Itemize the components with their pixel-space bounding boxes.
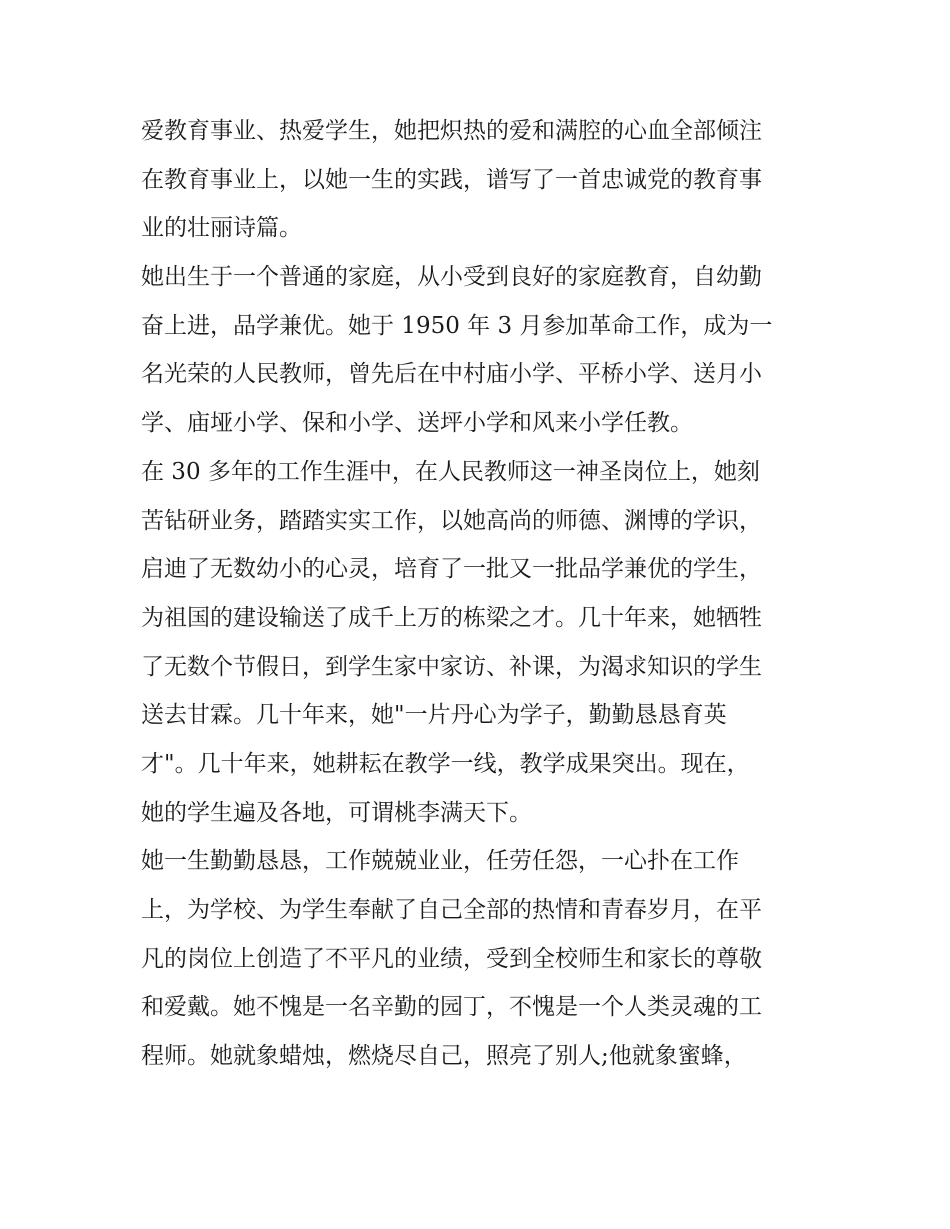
text-line: 送去甘霖。几十年来，她"一片丹心为学子，勤勤恳恳育英 <box>141 702 727 729</box>
text-line: 在教育事业上，以她一生的实践，谱写了一首忠诚党的教育事 <box>141 166 762 193</box>
text-line: 奋上进，品学兼优。她于 1950 年 3 月参加革命工作，成为一 <box>141 312 773 339</box>
text-line: 为祖国的建设输送了成千上万的栋梁之才。几十年来，她牺牲 <box>141 604 762 631</box>
body-text <box>141 107 813 1081</box>
text-line: 程师。她就象蜡烛，燃烧尽自己，照亮了别人;他就象蜜蜂， <box>141 1043 747 1070</box>
text-line: 爱教育事业、热爱学生，她把炽热的爱和满腔的心血全部倾注 <box>141 118 762 144</box>
text-line: 凡的岗位上创造了不平凡的业绩，受到全校师生和家长的尊敬 <box>141 945 762 972</box>
text-line: 她一生勤勤恳恳，工作兢兢业业，任劳任怨，一心扑在工作 <box>141 848 739 875</box>
text-line: 启迪了无数幼小的心灵，培育了一批又一批品学兼优的学生， <box>141 556 762 583</box>
text-line: 她出生于一个普通的家庭，从小受到良好的家庭教育，自幼勤 <box>141 264 762 291</box>
text-line: 和爱戴。她不愧是一名辛勤的园丁，不愧是一个人类灵魂的工 <box>141 994 762 1021</box>
text-line: 了无数个节假日，到学生家中家访、补课，为渴求知识的学生 <box>141 653 762 680</box>
text-line: 上，为学校、为学生奉献了自己全部的热情和青春岁月，在平 <box>141 897 762 923</box>
text-line: 名光荣的人民教师，曾先后在中村庙小学、平桥小学、送月小 <box>141 361 762 388</box>
text-line: 学、庙垭小学、保和小学、送坪小学和风来小学任教。 <box>141 410 693 437</box>
text-line: 在 30 多年的工作生涯中，在人民教师这一神圣岗位上，她刻 <box>141 458 760 485</box>
text-line: 她的学生遍及各地，可谓桃李满天下。 <box>141 799 532 826</box>
text-line: 苦钻研业务，踏踏实实工作，以她高尚的师德、渊博的学识， <box>141 507 762 534</box>
text-line: 才"。几十年来，她耕耘在教学一线，教学成果突出。现在， <box>141 750 750 777</box>
text-line: 业的壮丽诗篇。 <box>141 215 302 242</box>
